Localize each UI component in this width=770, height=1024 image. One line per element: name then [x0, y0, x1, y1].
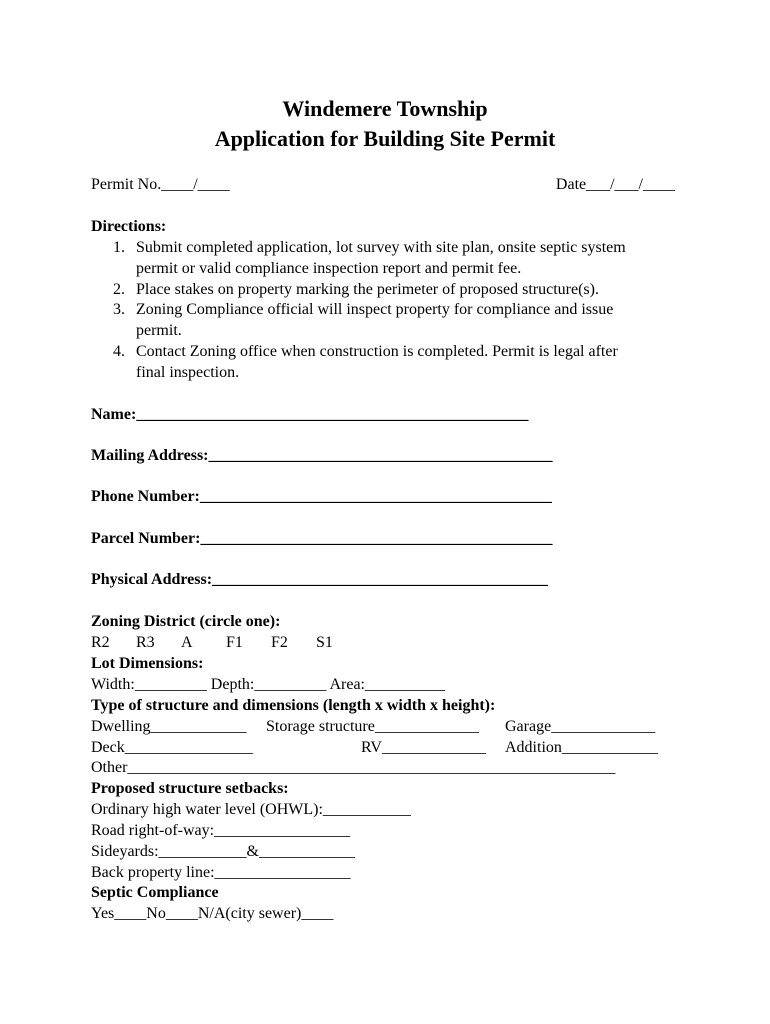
permit-number-field[interactable]: Permit No.____/____ — [91, 176, 230, 193]
other-structure-field[interactable]: Other_____________________________________________________________ — [91, 759, 616, 776]
sideyards-setback-field[interactable]: Sideyards:___________&____________ — [91, 843, 355, 860]
road-setback-field[interactable]: Road right-of-way:_________________ — [91, 822, 351, 839]
deck-field[interactable]: Deck________________ — [91, 739, 253, 756]
parcel-number-field[interactable]: Parcel Number:____________________________________________ — [91, 530, 553, 547]
zoning-option-f1[interactable]: F1 — [226, 634, 243, 651]
ohwl-setback-field[interactable]: Ordinary high water level (OHWL):___________ — [91, 801, 411, 818]
dwelling-field[interactable]: Dwelling____________ — [91, 718, 247, 735]
direction-text: Place stakes on property marking the perimeter of proposed structure(s). — [136, 281, 599, 298]
directions-heading: Directions: — [91, 218, 167, 235]
direction-text: final inspection. — [136, 364, 240, 381]
structure-type-heading: Type of structure and dimensions (length x width x height): — [91, 697, 496, 714]
direction-number: 1. — [113, 239, 125, 256]
direction-text: permit. — [136, 322, 182, 339]
direction-number: 2. — [113, 281, 125, 298]
zoning-option-r2[interactable]: R2 — [91, 634, 110, 651]
addition-field[interactable]: Addition____________ — [505, 739, 658, 756]
storage-structure-field[interactable]: Storage structure_____________ — [266, 718, 479, 735]
setbacks-heading: Proposed structure setbacks: — [91, 780, 289, 797]
zoning-option-f2[interactable]: F2 — [271, 634, 288, 651]
septic-compliance-field[interactable]: Yes____No____N/A(city sewer)____ — [91, 905, 334, 922]
zoning-option-r3[interactable]: R3 — [136, 634, 155, 651]
mailing-address-field[interactable]: Mailing Address:___________________________________________ — [91, 447, 553, 464]
septic-compliance-heading: Septic Compliance — [91, 884, 219, 901]
direction-number: 4. — [113, 343, 125, 360]
direction-text: Contact Zoning office when construction is completed. Permit is legal after — [136, 343, 618, 360]
date-field[interactable]: Date___/___/____ — [555, 176, 675, 193]
direction-text: permit or valid compliance inspection report and permit fee. — [136, 260, 522, 277]
form-title: Application for Building Site Permit — [214, 126, 556, 151]
zoning-district-heading: Zoning District (circle one): — [91, 613, 281, 630]
lot-dimensions-fields[interactable]: Width:_________ Depth:_________ Area:__________ — [91, 676, 445, 693]
back-property-line-field[interactable]: Back property line:_________________ — [91, 864, 351, 881]
name-field[interactable]: Name:_________________________________________________ — [91, 406, 529, 423]
zoning-option-s1[interactable]: S1 — [316, 634, 333, 651]
township-title: Windemere Township — [282, 96, 488, 121]
direction-text: Zoning Compliance official will inspect property for compliance and issue — [136, 301, 614, 318]
rv-field[interactable]: RV_____________ — [361, 739, 486, 756]
zoning-option-a[interactable]: A — [181, 634, 193, 651]
garage-field[interactable]: Garage_____________ — [505, 718, 656, 735]
direction-text: Submit completed application, lot survey with site plan, onsite septic system — [136, 239, 626, 256]
direction-number: 3. — [113, 301, 125, 318]
physical-address-field[interactable]: Physical Address:__________________________________________ — [91, 571, 549, 588]
lot-dimensions-heading: Lot Dimensions: — [91, 655, 204, 672]
phone-number-field[interactable]: Phone Number:____________________________________________ — [91, 488, 552, 505]
